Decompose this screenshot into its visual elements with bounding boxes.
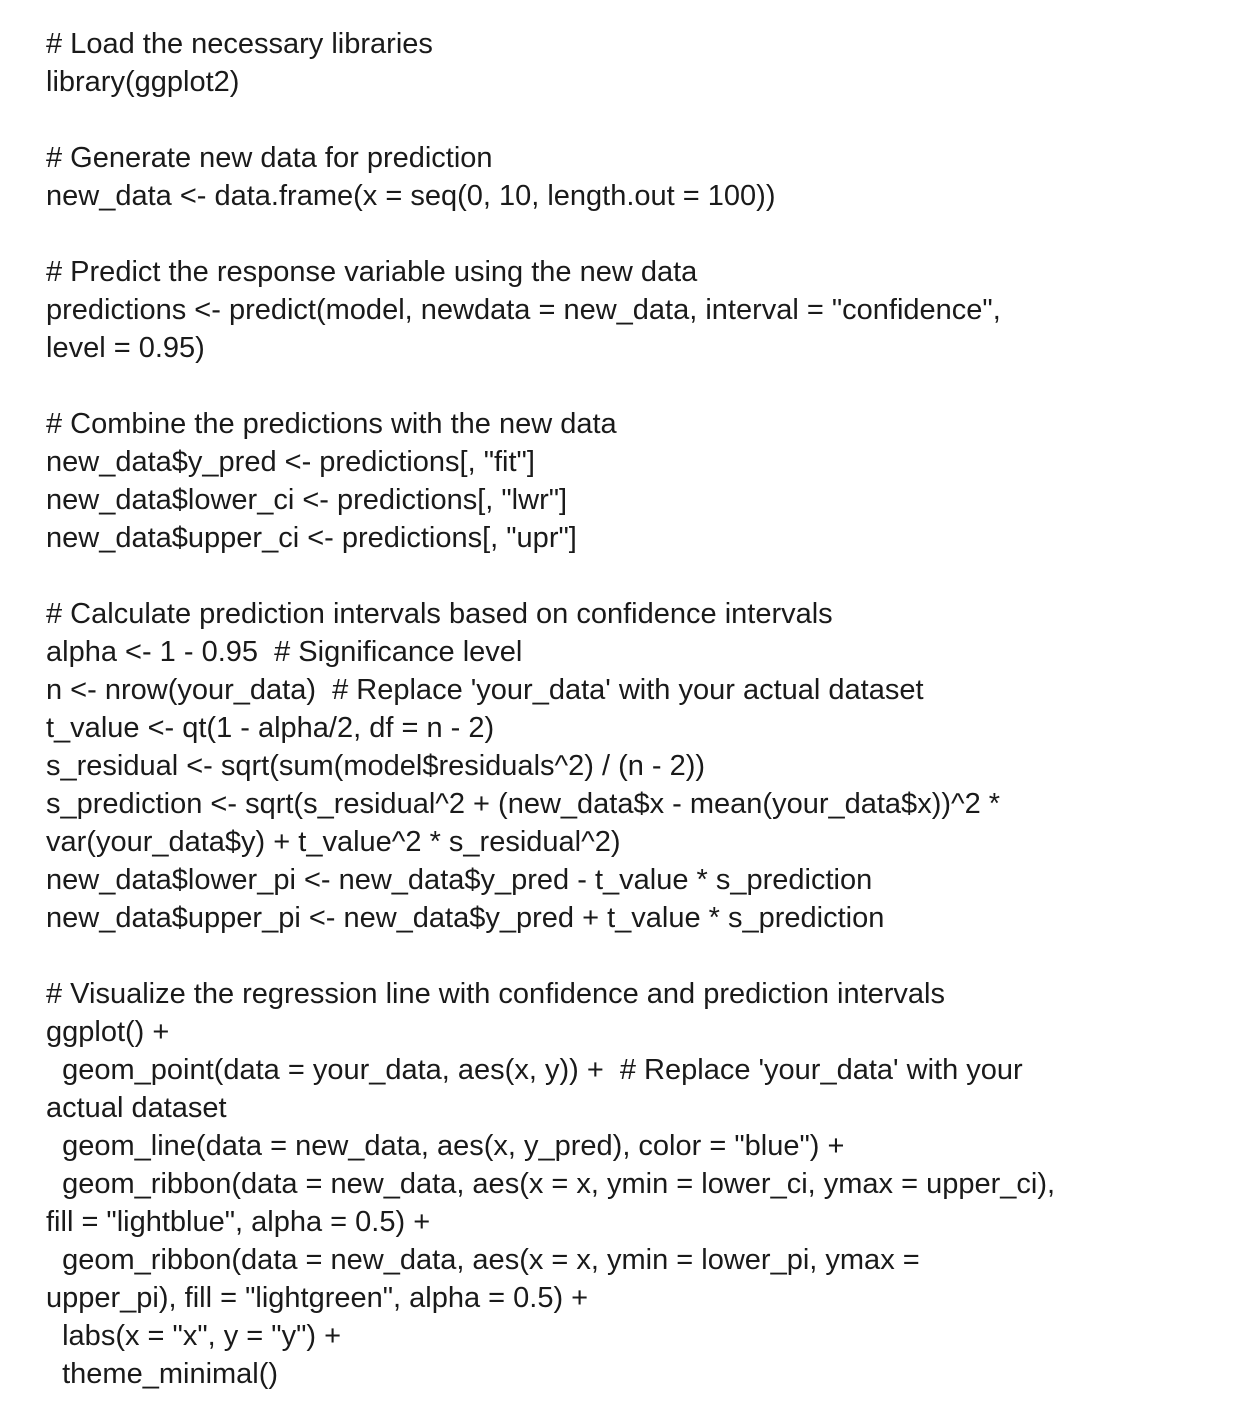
code-line: t_value <- qt(1 - alpha/2, df = n - 2) bbox=[46, 712, 495, 744]
code-line: labs(x = "x", y = "y") + bbox=[46, 1320, 342, 1352]
code-line: var(your_data$y) + t_value^2 * s_residual^2) bbox=[46, 826, 621, 858]
code-line: new_data$upper_ci <- predictions[, "upr"] bbox=[46, 522, 577, 554]
code-line: actual dataset bbox=[46, 1092, 227, 1124]
code-line: s_residual <- sqrt(sum(model$residuals^2) / (n - 2)) bbox=[46, 750, 706, 782]
comment-line: # Combine the predictions with the new data bbox=[46, 408, 617, 440]
code-line: predictions <- predict(model, newdata = new_data, interval = "confidence", bbox=[46, 294, 1001, 326]
comment-line: # Predict the response variable using the new data bbox=[46, 256, 698, 288]
comment-line: # Calculate prediction intervals based on confidence intervals bbox=[46, 598, 833, 630]
code-line: new_data$y_pred <- predictions[, "fit"] bbox=[46, 446, 535, 478]
code-line: new_data$lower_ci <- predictions[, "lwr"] bbox=[46, 484, 568, 516]
code-line: ggplot() + bbox=[46, 1016, 170, 1048]
blank-line bbox=[46, 367, 1226, 405]
comment-line: # Load the necessary libraries bbox=[46, 28, 433, 60]
code-line: n <- nrow(your_data) # Replace 'your_data' with your actual dataset bbox=[46, 674, 924, 706]
comment-line: # Visualize the regression line with confidence and prediction intervals bbox=[46, 978, 945, 1010]
code-line: upper_pi), fill = "lightgreen", alpha = 0.5) + bbox=[46, 1282, 589, 1314]
code-document bbox=[46, 25, 1226, 1393]
code-line: new_data$lower_pi <- new_data$y_pred - t_value * s_prediction bbox=[46, 864, 873, 896]
code-line: alpha <- 1 - 0.95 # Significance level bbox=[46, 636, 523, 668]
code-line: level = 0.95) bbox=[46, 332, 205, 364]
code-line: geom_ribbon(data = new_data, aes(x = x, ymin = lower_pi, ymax = bbox=[46, 1244, 920, 1276]
code-line: new_data$upper_pi <- new_data$y_pred + t_value * s_prediction bbox=[46, 902, 885, 934]
code-line: geom_line(data = new_data, aes(x, y_pred), color = "blue") + bbox=[46, 1130, 845, 1162]
blank-line bbox=[46, 937, 1226, 975]
blank-line bbox=[46, 101, 1226, 139]
code-line: new_data <- data.frame(x = seq(0, 10, length.out = 100)) bbox=[46, 180, 776, 212]
code-line: geom_ribbon(data = new_data, aes(x = x, ymin = lower_ci, ymax = upper_ci), bbox=[46, 1168, 1056, 1200]
blank-line bbox=[46, 557, 1226, 595]
code-line: s_prediction <- sqrt(s_residual^2 + (new_data$x - mean(your_data$x))^2 * bbox=[46, 788, 1001, 820]
blank-line bbox=[46, 215, 1226, 253]
code-line: library(ggplot2) bbox=[46, 66, 240, 98]
code-line: theme_minimal() bbox=[46, 1358, 279, 1390]
code-line: fill = "lightblue", alpha = 0.5) + bbox=[46, 1206, 431, 1238]
code-line: geom_point(data = your_data, aes(x, y)) + # Replace 'your_data' with your bbox=[46, 1054, 1023, 1086]
comment-line: # Generate new data for prediction bbox=[46, 142, 493, 174]
